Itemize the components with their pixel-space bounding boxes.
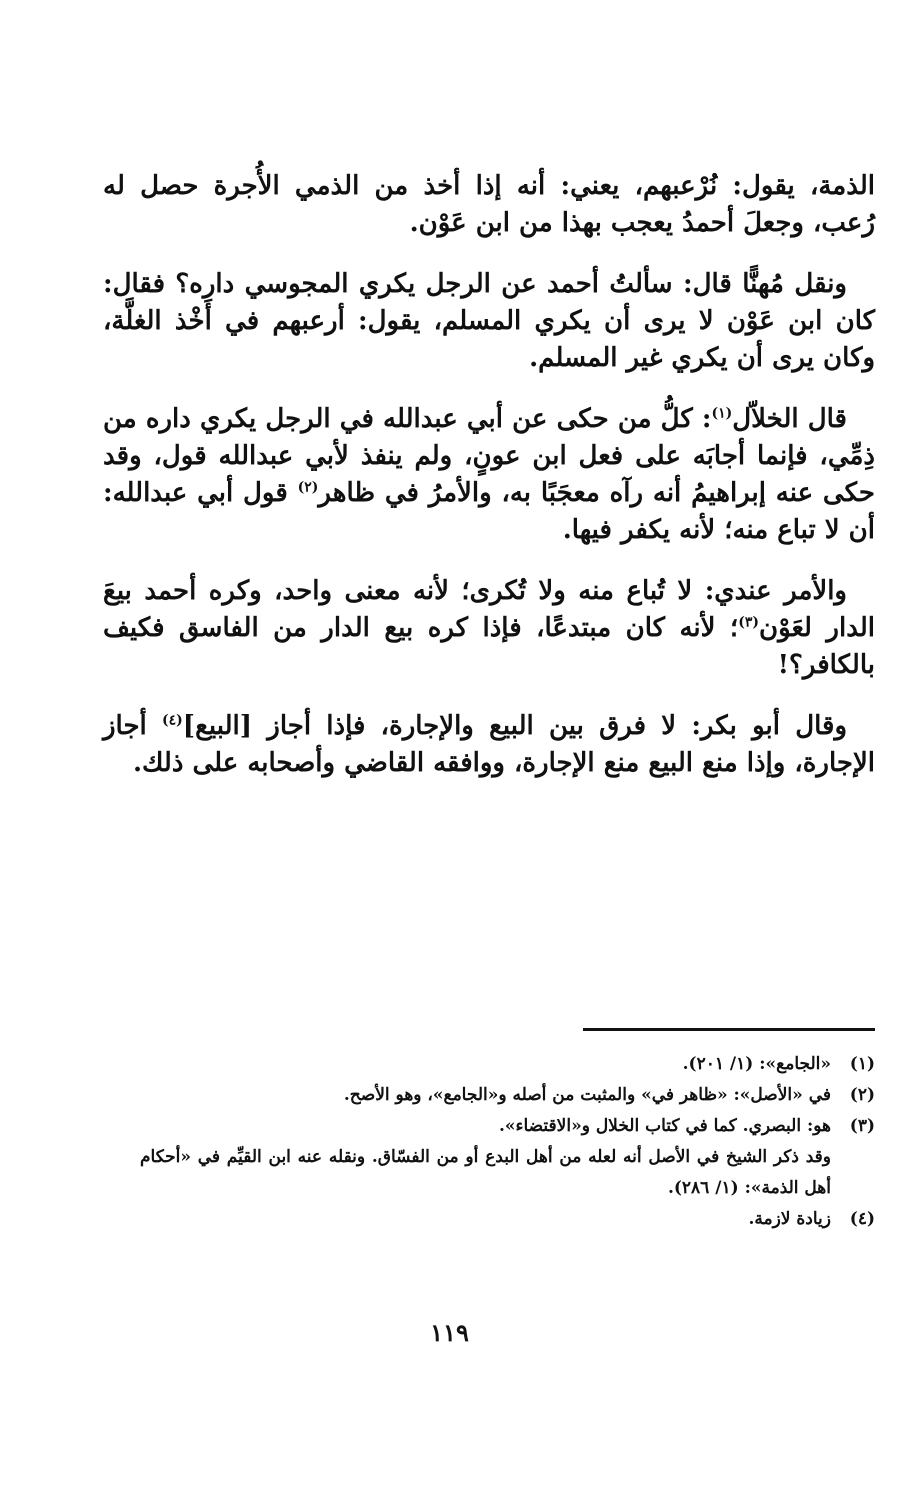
- footnotes: [140, 1049, 875, 1235]
- footnote-ref-4[interactable]: (٤): [162, 712, 183, 729]
- main-text: [103, 168, 875, 806]
- paragraph-2: ونقل مُهنًّا قال: سألتُ أحمد عن الرجل يكري المجوسي داره؟ فقال: كان ابن عَوْن لا يرى أن يكري المسلم، يقول: أرعبهم في أَخْذ الغلَّة، وكان يرى أن يكري غير المسلم.: [103, 269, 875, 373]
- footnote-text: «الجامع»: (١/ ٢٠١).: [682, 1054, 831, 1074]
- footnote-3: [140, 1111, 875, 1142]
- footnote-ref-3[interactable]: (٣): [738, 614, 759, 631]
- footnote-text: هو: البصري. كما في كتاب الخلال و«الاقتضاء».: [498, 1116, 831, 1136]
- footnote-separator: [583, 1028, 875, 1031]
- footnote-number: (٤): [849, 1209, 875, 1229]
- paragraph-5-part-a: وقال أبو بكر: لا فرق بين البيع والإجارة، فإذا أجاز [البيع]: [182, 711, 848, 741]
- footnote-number: (٣): [849, 1116, 875, 1136]
- paragraph-5-part-b: أجاز الإجارة، وإذا منع البيع منع الإجارة، ووافقه القاضي وأصحابه على ذلك.: [103, 711, 875, 778]
- paragraph-5: [103, 708, 875, 782]
- footnote-ref-2[interactable]: (٢): [297, 479, 319, 496]
- paragraph-3-part-b: : كلُّ من حكى عن أبي عبدالله في الرجل يكري داره من ذِمِّي، فإنما أجابَه على فعل ابن عونٍ، ولم ينفذ لأبي عبدالله قول، وقد حكى عنه إبراهيمُ أنه رآه معجَبًا به، والأمرُ في ظاهر: [103, 404, 875, 508]
- paragraph-1: الذمة، يقول: نُرْعبهم، يعني: أنه إذا أخذ من الذمي الأُجرة حصل له رُعب، وجعلَ أحمدُ يعجب بهذا من ابن عَوْن.: [103, 171, 875, 238]
- footnote-3-continuation: وقد ذكر الشيخ في الأصل أنه لعله من أهل البدع أو من الفسّاق. ونقله عنه ابن القيِّم في «أحكام أهل الذمة»: (١/ ٢٨٦).: [140, 1147, 831, 1198]
- footnote-number: (٢): [849, 1085, 875, 1105]
- footnote-text: في «الأصل»: «ظاهر في» والمثبت من أصله و«الجامع»، وهو الأصح.: [343, 1085, 831, 1105]
- footnote-1: [140, 1049, 875, 1080]
- footnote-text: زيادة لازمة.: [748, 1209, 831, 1229]
- paragraph-4-part-a: والأمر عندي: لا تُباع منه ولا تُكرى؛ لأنه معنى واحد، وكره أحمد بيعَ الدار لعَوْن: [103, 576, 875, 643]
- paragraph-3: [103, 401, 875, 549]
- paragraph-3-part-a: قال الخلاّل: [732, 404, 847, 434]
- paragraph-4-part-b: ؛ لأنه كان مبتدعًا، فإذا كره بيع الدار من الفاسق فكيف بالكافر؟!: [103, 613, 875, 680]
- footnote-4: [140, 1204, 875, 1235]
- paragraph-4: [103, 573, 875, 684]
- paragraph-3-part-c: قول أبي عبدالله: أن لا تباع منه؛ لأنه يكفر فيها.: [103, 478, 875, 545]
- page-number: ١١٩: [430, 1318, 469, 1347]
- footnote-ref-1[interactable]: (١): [711, 405, 733, 422]
- footnote-number: (١): [849, 1054, 875, 1074]
- footnote-2: [140, 1080, 875, 1111]
